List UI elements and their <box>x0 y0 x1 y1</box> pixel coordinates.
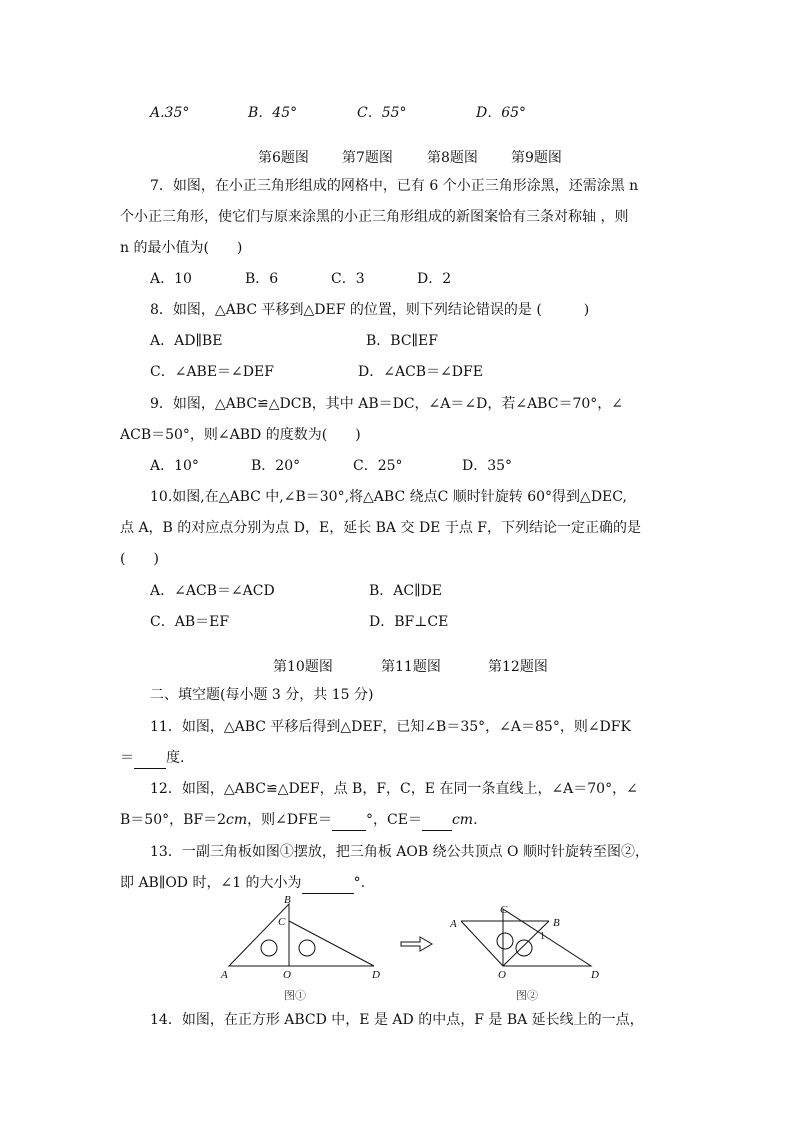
q6-option-a: A.35° <box>150 105 190 121</box>
q6-option-c: C．55° <box>357 105 407 121</box>
fig1-label-o: O <box>283 969 291 981</box>
q9-option-c: C．25° <box>353 458 403 474</box>
fig2-label-a: A <box>450 918 457 930</box>
q6-option-d: D．65° <box>476 105 527 121</box>
q8-option-a: A．AD∥BE <box>150 333 223 349</box>
fig1-triangle-aob <box>229 904 289 966</box>
q13-line2: 即 AB∥OD 时，∠1 的大小为 °. <box>120 873 365 894</box>
section-heading: 二、填空题(每小题 3 分，共 15 分) <box>150 687 374 703</box>
q7-line1: 7．如图，在小正三角形组成的网格中，已有 6 个小正三角形涂黑，还需涂黑 n <box>150 178 639 194</box>
fig2-caption: 图② <box>516 990 538 1002</box>
q8-option-d: D．∠ACB＝∠DFE <box>358 364 483 380</box>
q9-option-b: B．20° <box>251 458 301 474</box>
caption-fig6: 第6题图 <box>258 150 309 166</box>
q7-option-b: B．6 <box>245 271 279 287</box>
fig1-label-a: A <box>221 969 228 981</box>
q11-line2: ＝ 度. <box>120 748 184 769</box>
transition-arrow-icon <box>401 937 432 951</box>
caption-fig8: 第8题图 <box>427 150 478 166</box>
q9-line2: ACB＝50°，则∠ABD 的度数为( ) <box>120 427 361 443</box>
q6-option-b: B．45° <box>248 105 298 121</box>
fig1-triangle-ocd <box>289 921 374 966</box>
q10-option-c: C．AB＝EF <box>150 614 230 630</box>
fig1-label-b: B <box>284 894 291 906</box>
fig1-hole-right <box>299 940 315 956</box>
caption-fig7: 第7题图 <box>342 150 393 166</box>
q10-option-b: B．AC∥DE <box>369 583 443 599</box>
q8-option-c: C．∠ABE＝∠DEF <box>150 364 274 380</box>
q7-line3: n 的最小值为( ) <box>120 240 243 256</box>
fig1-hole-left <box>261 940 277 956</box>
caption-fig12: 第12题图 <box>488 659 548 675</box>
q10-line2: 点 A，B 的对应点分别为点 D，E，延长 BA 交 DE 于点 F，下列结论一定正确的是 <box>120 520 641 536</box>
q7-option-c: C．3 <box>331 271 365 287</box>
fig2-side-bo <box>503 921 549 966</box>
q9-option-a: A．10° <box>150 458 199 474</box>
q14-line1: 14．如图，在正方形 ABCD 中，E 是 AD 的中点，F 是 BA 延长线上的一点， <box>150 1012 644 1028</box>
caption-fig10: 第10题图 <box>273 659 333 675</box>
q10-option-a: A．∠ACB＝∠ACD <box>150 583 275 599</box>
fig1-caption: 图① <box>284 990 306 1002</box>
q8-line1: 8．如图，△ABC 平移到△DEF 的位置，则下列结论错误的是 ( ) <box>150 302 590 318</box>
q10-line3: ( ) <box>120 551 159 567</box>
fig2-label-o: O <box>498 969 506 981</box>
q12-line2: B＝50°，BF＝2cm，则∠DFE＝ °，CE＝ cm. <box>120 810 478 831</box>
fig2-hole-right <box>516 940 532 956</box>
fig2-label-c: C <box>500 904 508 916</box>
q10-line1: 10.如图,在△ABC 中,∠B＝30°,将△ABC 绕点C 顺时针旋转 60°得到△DEC, <box>150 489 627 505</box>
q10-option-d: D．BF⊥CE <box>369 614 449 630</box>
caption-fig11: 第11题图 <box>381 659 441 675</box>
q7-option-a: A．10 <box>150 271 192 287</box>
fig2-label-b: B <box>553 917 560 929</box>
q12-line1: 12．如图，△ABC≌△DEF，点 B，F，C，E 在同一条直线上，∠A＝70°，∠ <box>150 781 638 797</box>
fig1-label-d: D <box>372 969 380 981</box>
q9-option-d: D．35° <box>462 458 513 474</box>
q11-line1: 11．如图，△ABC 平移后得到△DEF，已知∠B＝35°，∠A＝85°，则∠DFK <box>150 719 631 735</box>
q9-line1: 9．如图，△ABC≌△DCB，其中 AB＝DC，∠A＝∠D，若∠ABC＝70°，∠ <box>150 396 623 412</box>
q8-option-b: B．BC∥EF <box>366 333 438 349</box>
fig2-hole-left <box>497 933 513 949</box>
fig2-triangle-ocd <box>503 909 591 966</box>
fig2-side-ao <box>461 921 503 966</box>
fig1-label-c: C <box>278 916 286 928</box>
q7-line2: 个小正三角形，使它们与原来涂黑的小正三角形组成的新图案恰有三条对称轴 ，则 <box>120 209 629 225</box>
q13-line1: 13．一副三角板如图①摆放，把三角板 AOB 绕公共顶点 O 顺时针旋转至图②， <box>150 844 649 860</box>
caption-fig9: 第9题图 <box>511 150 562 166</box>
fig2-label-d: D <box>591 969 599 981</box>
q7-option-d: D．2 <box>417 271 452 287</box>
fig2-angle-label: 1 <box>540 931 545 942</box>
